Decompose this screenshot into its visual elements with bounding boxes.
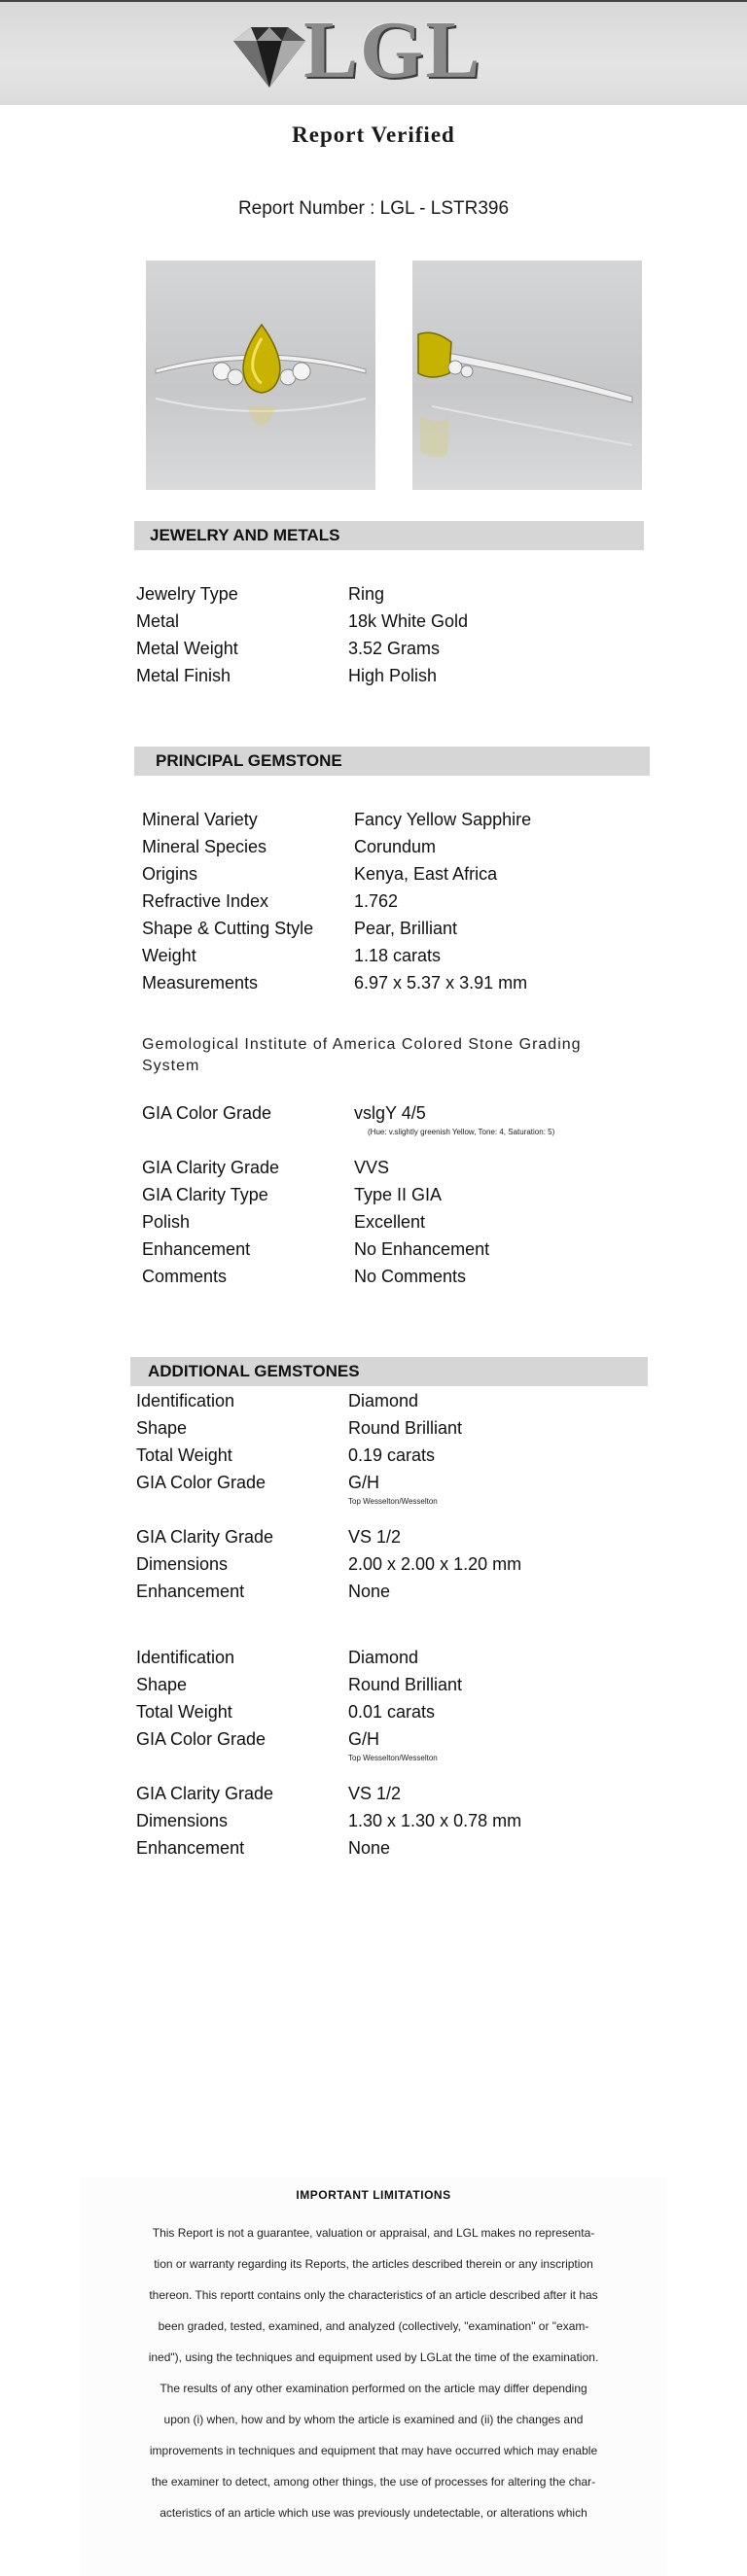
color-grade-note: Top Wesselton/Wesselton (348, 1754, 438, 1762)
detail-label: Polish (142, 1212, 191, 1232)
limitations-line: acteristics of an article which use was previously undetectable, or alterations which (160, 2506, 587, 2520)
detail-value: Fancy Yellow Sapphire (354, 810, 532, 829)
detail-value: 0.19 carats (348, 1445, 436, 1465)
detail-value: Type II GIA (354, 1185, 443, 1204)
detail-label: Enhancement (136, 1838, 245, 1858)
detail-label: Shape (136, 1418, 188, 1438)
detail-label: GIA Clarity Grade (136, 1527, 274, 1547)
detail-value: None (348, 1838, 391, 1858)
detail-label: Dimensions (136, 1554, 229, 1574)
detail-label: Metal Finish (136, 666, 231, 685)
detail-value: VVS (354, 1158, 390, 1177)
page-title: Report Verified (292, 122, 455, 147)
detail-value: Kenya, East Africa (354, 864, 498, 884)
detail-value: Ring (348, 584, 385, 604)
detail-label: Shape & Cutting Style (142, 919, 314, 938)
detail-label: GIA Clarity Type (142, 1185, 268, 1204)
detail-label: Metal (136, 611, 180, 631)
detail-label: GIA Color Grade (136, 1473, 267, 1492)
detail-value: No Comments (354, 1267, 467, 1286)
detail-label: Origins (142, 864, 198, 884)
limitations-line: This Report is not a guarantee, valuation or appraisal, and LGL makes no representa- (152, 2226, 595, 2240)
detail-label: GIA Color Grade (142, 1103, 272, 1123)
detail-value: High Polish (348, 666, 438, 685)
important-limitations (80, 2177, 667, 2576)
detail-value: G/H (348, 1729, 380, 1749)
detail-value: VS 1/2 (348, 1527, 402, 1547)
detail-label: Comments (142, 1267, 228, 1286)
detail-label: Identification (136, 1648, 235, 1667)
detail-label: Total Weight (136, 1702, 232, 1722)
hue-note: (Hue: v.slightly greenish Yellow, Tone: 4, Saturation: 5) (368, 1128, 555, 1136)
detail-value: Diamond (348, 1648, 419, 1667)
detail-value: 0.01 carats (348, 1702, 436, 1722)
header-banner (0, 0, 747, 105)
detail-label: GIA Clarity Grade (142, 1158, 280, 1177)
limitations-line: ined"), using the techniques and equipment used by LGLat the time of the examination. (148, 2350, 599, 2364)
detail-label: Enhancement (136, 1582, 245, 1601)
detail-label: Mineral Species (142, 837, 267, 856)
detail-value: Corundum (354, 837, 437, 856)
section-header-additional: ADDITIONAL GEMSTONES (130, 1357, 648, 1386)
limitations-line: the examiner to detect, among other things, the use of processes for altering the char- (151, 2475, 596, 2489)
detail-label: Identification (136, 1391, 235, 1410)
detail-value: 18k White Gold (348, 611, 469, 631)
logo-text: LGL (303, 5, 482, 95)
color-grade-note: Top Wesselton/Wesselton (348, 1497, 438, 1506)
detail-value: None (348, 1582, 391, 1601)
limitations-line: been graded, tested, examined, and analyzed (collectively, "examination" or "exam- (158, 2319, 589, 2333)
detail-label: Weight (142, 946, 196, 965)
section-header-principal: PRINCIPAL GEMSTONE (134, 747, 650, 776)
limitations-line: thereon. This reportt contains only the characteristics of an article described after it has (149, 2288, 598, 2302)
limitations-line: improvements in techniques and equipment that may have occurred which may enable (149, 2444, 598, 2457)
detail-value: 1.30 x 1.30 x 0.78 mm (348, 1811, 522, 1830)
detail-label: Total Weight (136, 1445, 232, 1465)
ring-photo-front (146, 261, 375, 490)
detail-label: Mineral Variety (142, 810, 258, 829)
section-header-jewelry: JEWELRY AND METALS (134, 521, 644, 550)
detail-label: Refractive Index (142, 891, 269, 911)
detail-value: Excellent (354, 1212, 426, 1232)
detail-value: G/H (348, 1473, 380, 1492)
limitations-line: upon (i) when, how and by whom the article is examined and (ii) the changes and (163, 2413, 584, 2426)
detail-value: No Enhancement (354, 1239, 490, 1259)
detail-label: Dimensions (136, 1811, 229, 1830)
lgl-logo[interactable] (228, 5, 482, 95)
detail-value: Round Brilliant (348, 1418, 463, 1438)
detail-value: 3.52 Grams (348, 639, 441, 658)
ring-photo-side (412, 261, 642, 490)
diamond-icon (228, 23, 311, 91)
detail-value: 1.762 (354, 891, 399, 911)
detail-label: GIA Color Grade (136, 1729, 267, 1749)
detail-label: Shape (136, 1675, 188, 1694)
limitations-title: IMPORTANT LIMITATIONS (296, 2188, 451, 2202)
detail-value: 2.00 x 2.00 x 1.20 mm (348, 1554, 522, 1574)
detail-label: Metal Weight (136, 639, 238, 658)
detail-value: Round Brilliant (348, 1675, 463, 1694)
limitations-line: The results of any other examination performed on the article may differ depending (160, 2382, 587, 2395)
detail-value: vslgY 4/5 (354, 1103, 426, 1123)
detail-value: Diamond (348, 1391, 419, 1410)
gia-grading-heading: Gemological Institute of America Colored Stone Grading System (142, 1036, 582, 1074)
detail-label: Enhancement (142, 1239, 251, 1259)
detail-value: 6.97 x 5.37 x 3.91 mm (354, 973, 528, 992)
report-number: Report Number : LGL - LSTR396 (237, 198, 510, 219)
detail-label: Jewelry Type (136, 584, 238, 604)
detail-label: GIA Clarity Grade (136, 1784, 274, 1803)
limitations-line: tion or warranty regarding its Reports, the articles described therein or any inscription (154, 2257, 593, 2271)
detail-value: Pear, Brilliant (354, 919, 458, 938)
detail-value: 1.18 carats (354, 946, 442, 965)
detail-label: Measurements (142, 973, 259, 992)
detail-value: VS 1/2 (348, 1784, 402, 1803)
